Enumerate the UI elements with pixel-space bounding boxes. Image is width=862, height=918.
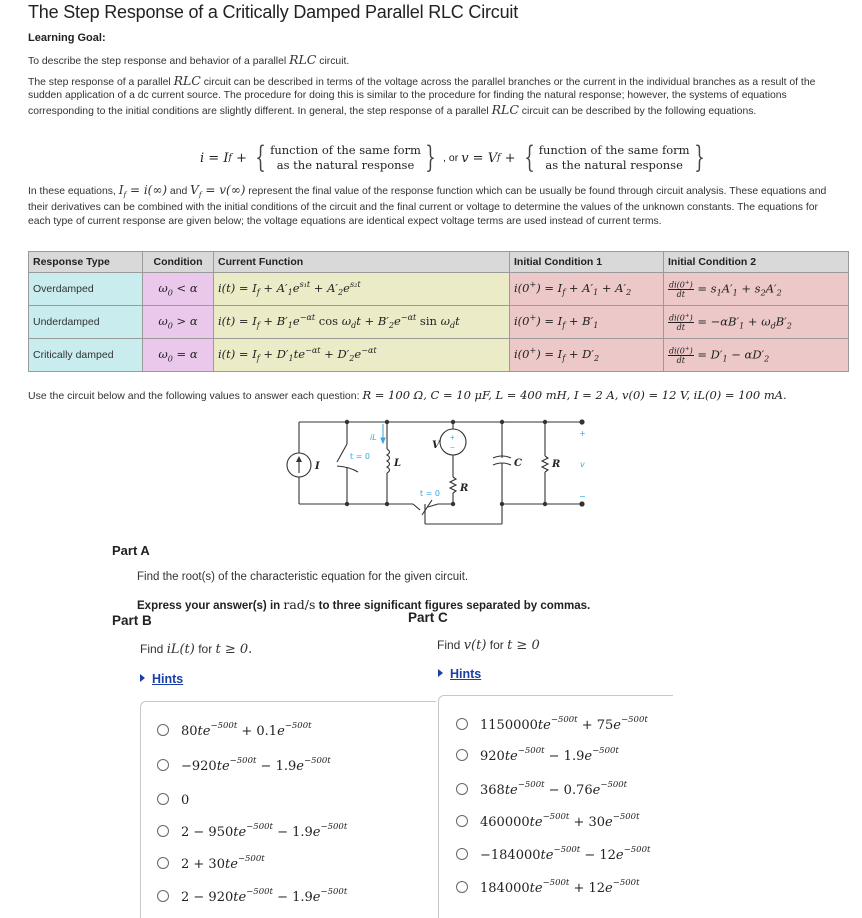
radio-button[interactable] <box>157 759 169 771</box>
cell-type: Overdamped <box>29 273 143 306</box>
cell-ic1: $i(0^+) = I_f + A'_1 + A'_2$ <box>510 273 664 306</box>
cell-condition: $\omega_0 = \alpha$ <box>143 339 214 372</box>
divider <box>396 701 436 702</box>
part-b-option-1[interactable] <box>157 721 312 739</box>
option-label: $920te^{-500t} - 1.9e^{-500t}$ <box>480 746 619 764</box>
part-b-question: Find iL(t) for t ≥ 0. <box>140 642 253 657</box>
svg-text:V: V <box>432 440 440 451</box>
radio-button[interactable] <box>157 793 169 805</box>
option-label: $-920te^{-500t} - 1.9e^{-500t}$ <box>181 756 331 774</box>
option-label: $368te^{-500t} - 0.76e^{-500t}$ <box>480 780 628 798</box>
radio-button[interactable] <box>456 783 468 795</box>
explanation-paragraph: In these equations, $I_f = i(\infty)$ and $V_f = v(\infty)$ represent the final value of the response function which can be usually be found through circuit analysis. These equations and their derivatives can be combined with the initial conditions of the circuit and the final current or voltage to determine the values of the unknown constants. The equations for each type of current response are given below; the voltage equations are identical expect voltage terms are used instead of current terms. <box>28 183 827 227</box>
radio-button[interactable] <box>456 815 468 827</box>
cell-condition: $\omega_0 < \alpha$ <box>143 273 214 306</box>
option-label: $184000te^{-500t} + 12e^{-500t}$ <box>480 878 640 896</box>
radio-button[interactable] <box>157 890 169 902</box>
svg-text:−: − <box>579 492 586 501</box>
option-label: $460000te^{-500t} + 30e^{-500t}$ <box>480 812 640 830</box>
radio-button[interactable] <box>157 857 169 869</box>
header-response-type: Response Type <box>29 252 143 273</box>
radio-button[interactable] <box>157 825 169 837</box>
svg-text:t = 0: t = 0 <box>420 489 441 498</box>
table-row-underdamped <box>29 306 849 339</box>
part-b-option-6[interactable] <box>157 887 347 905</box>
part-c-option-3[interactable] <box>456 780 627 798</box>
page-title: The Step Response of a Critically Damped Parallel RLC Circuit <box>28 2 519 22</box>
option-label: $1150000te^{-500t} + 75e^{-500t}$ <box>480 715 648 733</box>
part-c-question: Find v(t) for t ≥ 0 <box>437 638 540 653</box>
header-condition: Condition <box>143 252 214 273</box>
part-a-title: Part A <box>112 543 150 558</box>
part-c-option-2[interactable] <box>456 746 619 764</box>
table-row-overdamped <box>29 273 849 306</box>
cell-ic2: $\frac{di(0^+)}{dt}$ = $s_1A'_1 + s_2A'_2$ <box>664 273 849 306</box>
circuit-diagram <box>270 412 600 537</box>
table-row-critically-damped <box>29 339 849 372</box>
option-label: $2 - 920te^{-500t} - 1.9e^{-500t}$ <box>181 887 348 905</box>
cell-function: $i(t) = I_f + A'_1e^{s_1t} + A'_2e^{s_2t}$ <box>214 273 510 306</box>
radio-button[interactable] <box>456 848 468 860</box>
header-initial-condition-1: Initial Condition 1 <box>510 252 664 273</box>
radio-button[interactable] <box>456 881 468 893</box>
svg-text:+: + <box>450 433 455 442</box>
part-b-option-2[interactable] <box>157 756 331 774</box>
svg-text:C: C <box>514 458 522 469</box>
intro-paragraph: The step response of a parallel RLC circuit can be described in terms of the voltage across the parallel branches or the current in the individual branches as a result of the sudden application of a dc current source. The procedure for doing this is similar to the procedure for finding the natural response; however, the systems of equations corresponding to the initial conditions are slightly different. In general, the step response of a parallel RLC circuit can be described by the following equations. <box>28 73 816 117</box>
part-b-option-4[interactable] <box>157 822 347 840</box>
cell-ic1: $i(0^+) = I_f + B'_1$ <box>510 306 664 339</box>
part-c-option-6[interactable] <box>456 878 640 896</box>
cell-ic2: $\frac{di(0^+)}{dt}$ = $D'_1 - \alpha D'_2$ <box>664 339 849 372</box>
part-b-option-3[interactable] <box>157 790 189 808</box>
svg-text:−: − <box>450 443 455 452</box>
learning-goal-label: Learning Goal: <box>28 32 106 44</box>
cell-condition: $\omega_0 > \alpha$ <box>143 306 214 339</box>
svg-text:t = 0: t = 0 <box>350 452 371 461</box>
step-response-equation: i = I f + { function of the same form as the natural response } , or v = V f + { function of the same form as the natural response } <box>200 140 705 175</box>
part-a-question: Find the root(s) of the characteristic equation for the given circuit. <box>137 571 469 583</box>
part-c-title: Part C <box>408 610 448 625</box>
part-b-hints-link[interactable]: Hints <box>140 672 183 686</box>
option-label: $2 - 950te^{-500t} - 1.9e^{-500t}$ <box>181 822 348 840</box>
svg-text:R: R <box>552 459 561 470</box>
learning-goal-text: To describe the step response and behavior of a parallel RLC circuit. <box>28 52 350 67</box>
cell-ic2: $\frac{di(0^+)}{dt}$ = $-\alpha B'_1 + \omega_dB'_2$ <box>664 306 849 339</box>
part-c-hints-link[interactable]: Hints <box>438 667 481 681</box>
radio-button[interactable] <box>456 749 468 761</box>
part-c-option-1[interactable] <box>456 715 648 733</box>
part-c-option-4[interactable] <box>456 812 640 830</box>
svg-text:+: + <box>579 429 586 438</box>
option-label: $80te^{-500t} + 0.1e^{-500t}$ <box>181 721 312 739</box>
option-label: $2 + 30te^{-500t}$ <box>181 854 265 872</box>
svg-text:R: R <box>460 483 469 494</box>
part-c-option-5[interactable] <box>456 845 650 863</box>
radio-button[interactable] <box>157 724 169 736</box>
svg-text:v: v <box>580 460 585 469</box>
response-type-table <box>28 251 849 372</box>
svg-text:iL: iL <box>370 433 377 442</box>
header-initial-condition-2: Initial Condition 2 <box>664 252 849 273</box>
given-values: Use the circuit below and the following values to answer each question: R = 100 Ω, C = 10 μF, L = 400 mH, I = 2 A, v(0) = 12 V, iL(0) = 100 mA. <box>28 388 787 402</box>
part-b-title: Part B <box>112 613 152 628</box>
part-a-instruction: Express your answer(s) in rad/s to three significant figures separated by commas. <box>137 597 591 612</box>
caret-right-icon <box>438 669 443 677</box>
cell-type: Underdamped <box>29 306 143 339</box>
option-label: $-184000te^{-500t} - 12e^{-500t}$ <box>480 845 651 863</box>
svg-text:L: L <box>394 458 402 469</box>
caret-right-icon <box>140 674 145 682</box>
cell-function: $i(t) = I_f + B'_1e^{-\alpha t}$ $\cos \omega_dt + B'_2e^{-\alpha t}$ $\sin \omega_dt$ <box>214 306 510 339</box>
table-header-row <box>29 252 849 273</box>
header-current-function: Current Function <box>214 252 510 273</box>
cell-type: Critically damped <box>29 339 143 372</box>
option-label: 0 <box>181 793 190 808</box>
cell-function: $i(t) = I_f + D'_1te^{-\alpha t} + D'_2e^{-\alpha t}$ <box>214 339 510 372</box>
svg-text:I: I <box>315 461 320 472</box>
cell-ic1: $i(0^+) = I_f + D'_2$ <box>510 339 664 372</box>
radio-button[interactable] <box>456 718 468 730</box>
part-b-option-5[interactable] <box>157 854 265 872</box>
